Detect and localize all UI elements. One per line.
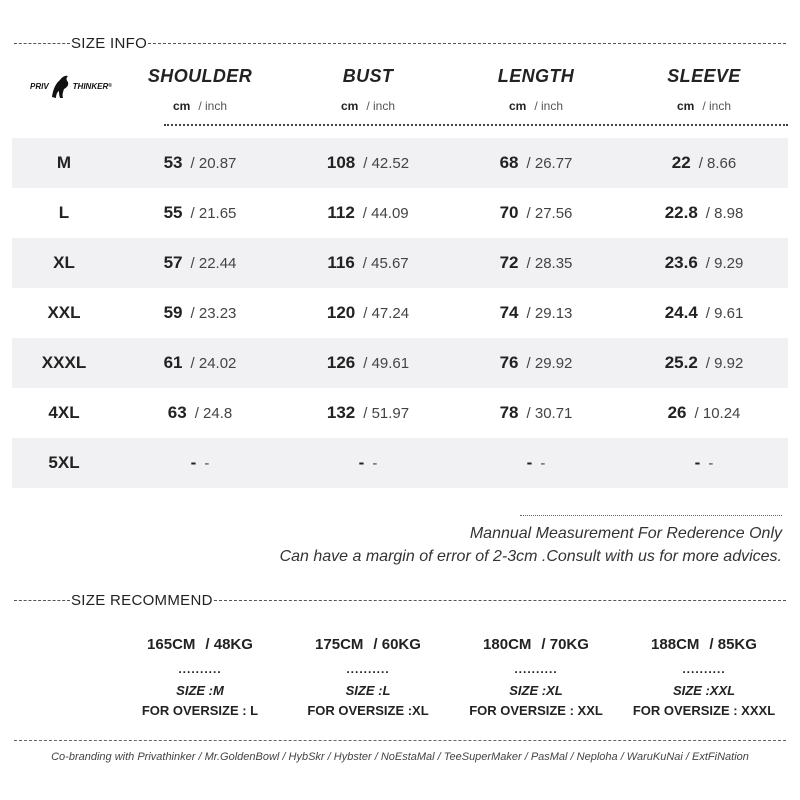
cm-value: 116 <box>327 253 355 272</box>
recommendation-item <box>446 636 626 718</box>
cm-value: 68 <box>499 153 519 172</box>
divider <box>214 600 786 601</box>
unit-inch: / inch <box>534 99 564 113</box>
cm-value: 74 <box>499 303 519 322</box>
bust-cell <box>288 238 448 288</box>
inch-value: / 24.8 <box>194 404 233 422</box>
inch-value: / 21.65 <box>190 204 237 222</box>
logo-text-right: THINKER <box>72 81 109 91</box>
shoulder-cell <box>120 338 280 388</box>
dots-divider: .......... <box>514 662 558 676</box>
size-label: 4XL <box>48 403 80 422</box>
length-cell <box>456 238 616 288</box>
cm-value: - <box>694 453 701 472</box>
unit-inch: / inch <box>366 99 396 113</box>
inch-value: / 29.92 <box>526 354 573 372</box>
inch-value: / 47.24 <box>363 304 410 322</box>
inch-value: / 8.66 <box>698 154 737 172</box>
height-value: 180CM <box>483 636 532 653</box>
bust-cell <box>288 438 448 488</box>
column-header-bust <box>288 66 448 113</box>
sleeve-cell <box>624 338 784 388</box>
recommended-size: SIZE :L <box>345 683 391 698</box>
inch-value: / 44.09 <box>362 204 409 222</box>
weight-value: / 60KG <box>373 636 421 653</box>
measurement-note: Mannual Measurement For Rederence Only <box>469 525 782 542</box>
column-name: LENGTH <box>497 66 575 86</box>
oversize-recommendation: FOR OVERSIZE : XXL <box>469 703 603 718</box>
length-cell <box>456 338 616 388</box>
inch-value: / 24.02 <box>190 354 237 372</box>
size-info-heading <box>14 34 786 52</box>
dots-divider: .......... <box>682 662 726 676</box>
inch-value: / 9.92 <box>705 354 744 372</box>
bust-cell <box>288 388 448 438</box>
inch-value: / 8.98 <box>705 204 744 222</box>
height-value: 175CM <box>315 636 364 653</box>
height-value: 165CM <box>147 636 196 653</box>
bust-cell <box>288 138 448 188</box>
recommended-size: SIZE :XXL <box>672 683 736 698</box>
recommendation-item <box>110 636 290 718</box>
inch-value: / 49.61 <box>363 354 410 372</box>
table-row <box>12 338 788 388</box>
length-cell <box>456 288 616 338</box>
cm-value: 132 <box>326 403 356 422</box>
size-label: XL <box>53 253 75 272</box>
divider <box>148 43 786 44</box>
cm-value: 120 <box>326 303 356 322</box>
dots-divider: .......... <box>346 662 390 676</box>
cm-value: 70 <box>499 203 519 222</box>
unit-cm: cm <box>508 99 527 113</box>
length-cell <box>456 388 616 438</box>
inch-value: / 45.67 <box>362 254 409 272</box>
cm-value: 63 <box>167 403 187 422</box>
shoulder-cell <box>120 388 280 438</box>
cm-value: 59 <box>163 303 183 322</box>
inch-value: / 22.44 <box>190 254 237 272</box>
shoulder-cell <box>120 188 280 238</box>
column-name: SHOULDER <box>147 66 253 86</box>
table-row <box>12 388 788 438</box>
shoulder-cell <box>120 438 280 488</box>
cm-value: 112 <box>327 203 355 222</box>
oversize-recommendation: FOR OVERSIZE : L <box>141 703 259 718</box>
length-cell <box>456 438 616 488</box>
inch-value: / 9.61 <box>705 304 744 322</box>
height-value: 188CM <box>651 636 700 653</box>
panther-icon <box>50 73 72 99</box>
table-row <box>12 438 788 488</box>
size-recommend-heading <box>14 591 786 609</box>
inch-value: / 27.56 <box>526 204 573 222</box>
cm-value: 25.2 <box>664 353 698 372</box>
shoulder-cell <box>120 238 280 288</box>
cm-value: 55 <box>163 203 183 222</box>
unit-cm: cm <box>340 99 359 113</box>
cm-value: 26 <box>667 403 687 422</box>
unit-inch: / inch <box>198 99 228 113</box>
column-header-sleeve <box>624 66 784 113</box>
inch-value: / 26.77 <box>526 154 573 172</box>
section-title: SIZE RECOMMEND <box>71 591 213 609</box>
inch-value: / 28.35 <box>526 254 573 272</box>
cm-value: 108 <box>326 153 356 172</box>
inch-value: / 30.71 <box>526 404 573 422</box>
table-row <box>12 188 788 238</box>
bust-cell <box>288 188 448 238</box>
cm-value: 76 <box>499 353 519 372</box>
inch-value: - <box>708 454 714 472</box>
inch-value: / 23.23 <box>190 304 237 322</box>
shoulder-cell <box>120 138 280 188</box>
oversize-recommendation: FOR OVERSIZE :XL <box>307 703 429 718</box>
recommended-size: SIZE :M <box>176 683 224 698</box>
size-label: L <box>58 203 70 222</box>
table-row <box>12 138 788 188</box>
note-divider <box>520 515 782 516</box>
size-label: XXXL <box>41 353 87 372</box>
cm-value: 24.4 <box>664 303 698 322</box>
weight-value: / 48KG <box>205 636 253 653</box>
cm-value: 72 <box>499 253 519 272</box>
inch-value: / 9.29 <box>705 254 744 272</box>
divider <box>14 43 70 44</box>
oversize-recommendation: FOR OVERSIZE : XXXL <box>632 703 776 718</box>
co-branding-footer: Co-branding with Privathinker / Mr.GoldenBowl / HybSkr / Hybster / NoEstaMal / TeeSuperMaker / PasMal / Neploha / WaruKuNai / ExtFiNation <box>51 751 749 763</box>
divider <box>14 600 70 601</box>
inch-value: - <box>372 454 378 472</box>
header-divider <box>164 124 788 126</box>
cm-value: - <box>526 453 533 472</box>
weight-value: / 70KG <box>541 636 589 653</box>
cm-value: 22.8 <box>664 203 698 222</box>
size-label: XXL <box>47 303 81 322</box>
footer-divider <box>14 740 786 741</box>
length-cell <box>456 188 616 238</box>
sleeve-cell <box>624 438 784 488</box>
unit-cm: cm <box>676 99 695 113</box>
unit-inch: / inch <box>702 99 732 113</box>
cm-value: 22 <box>671 153 691 172</box>
column-header-shoulder <box>120 66 280 113</box>
sleeve-cell <box>624 138 784 188</box>
inch-value: - <box>204 454 210 472</box>
cm-value: 57 <box>163 253 183 272</box>
table-row <box>12 288 788 338</box>
sleeve-cell <box>624 188 784 238</box>
table-row <box>12 238 788 288</box>
inch-value: / 10.24 <box>694 404 741 422</box>
logo-text-left: PRIV <box>30 81 49 91</box>
cm-value: 61 <box>163 353 183 372</box>
brand-logo <box>30 72 130 100</box>
bust-cell <box>288 288 448 338</box>
sleeve-cell <box>624 238 784 288</box>
size-label: 5XL <box>48 453 80 472</box>
column-header-length <box>456 66 616 113</box>
column-name: SLEEVE <box>667 66 741 86</box>
cm-value: 126 <box>326 353 356 372</box>
cm-value: 23.6 <box>664 253 698 272</box>
size-table <box>12 138 788 488</box>
recommendation-item <box>278 636 458 718</box>
inch-value: / 29.13 <box>526 304 573 322</box>
inch-value: / 42.52 <box>363 154 410 172</box>
sleeve-cell <box>624 388 784 438</box>
size-label: M <box>56 153 72 172</box>
recommended-size: SIZE :XL <box>509 683 563 698</box>
error-margin-note: Can have a margin of error of 2-3cm .Consult with us for more advices. <box>279 548 782 565</box>
inch-value: - <box>540 454 546 472</box>
shoulder-cell <box>120 288 280 338</box>
inch-value: / 20.87 <box>190 154 237 172</box>
section-title: SIZE INFO <box>71 34 148 52</box>
cm-value: 53 <box>163 153 183 172</box>
dots-divider: .......... <box>178 662 222 676</box>
column-name: BUST <box>342 66 394 86</box>
unit-cm: cm <box>172 99 191 113</box>
registered-mark: ® <box>108 83 112 89</box>
weight-value: / 85KG <box>709 636 757 653</box>
inch-value: / 51.97 <box>363 404 410 422</box>
bust-cell <box>288 338 448 388</box>
cm-value: - <box>358 453 365 472</box>
length-cell <box>456 138 616 188</box>
recommendation-item <box>614 636 794 718</box>
cm-value: - <box>190 453 197 472</box>
cm-value: 78 <box>499 403 519 422</box>
sleeve-cell <box>624 288 784 338</box>
